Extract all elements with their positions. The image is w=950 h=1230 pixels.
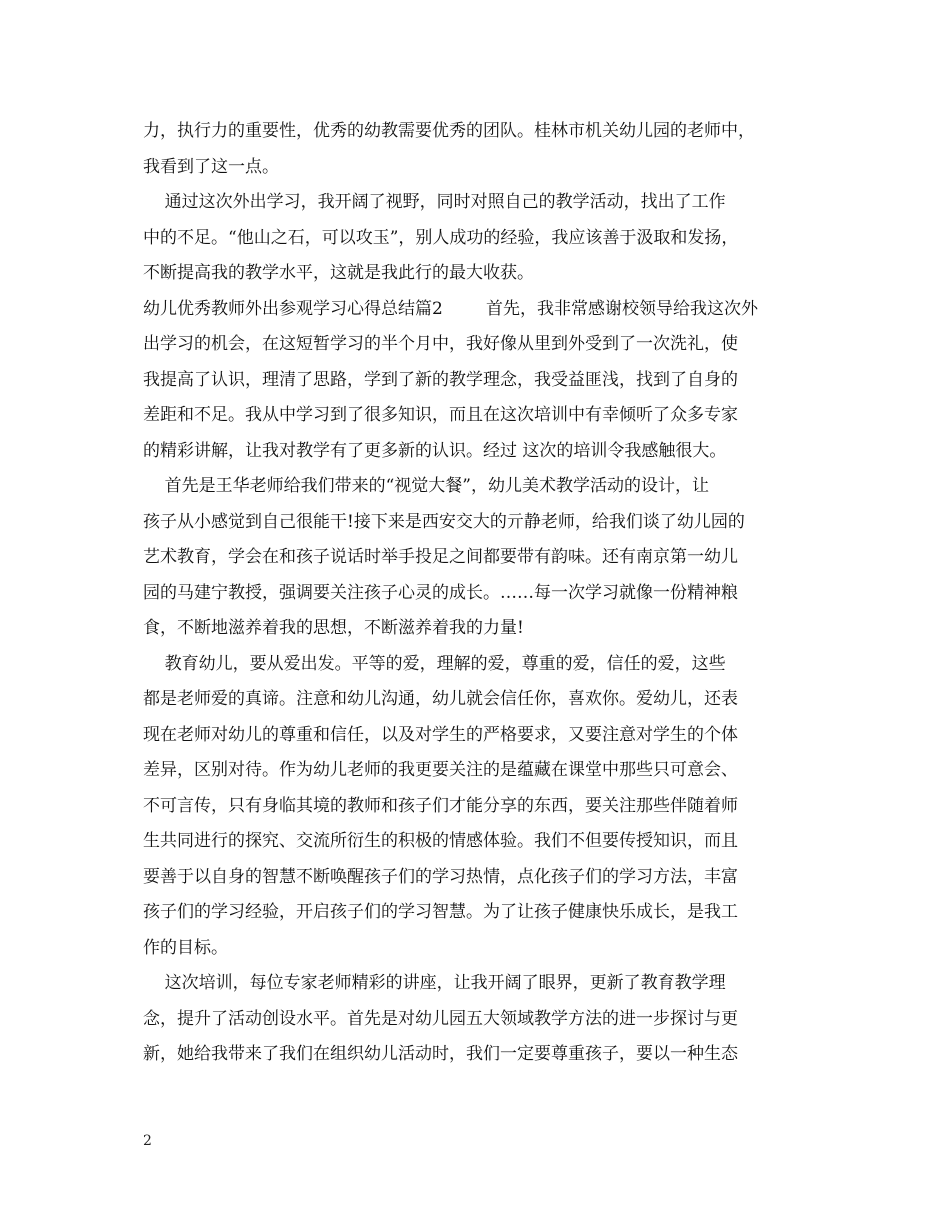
text-line: 生共同进行的探究、交流所衍生的积极的情感体验。我们不但要传授知识，而且	[143, 831, 738, 851]
text-line: 现在老师对幼儿的尊重和信任，以及对学生的严格要求，又要注意对学生的个体	[143, 724, 738, 745]
text-line: 新，她给我带来了我们在组织幼儿活动时，我们一定要尊重孩子，要以一种生态	[143, 1044, 738, 1064]
text-line: 中的不足。“他山之石，可以攻玉”，别人成功的经验，我应该善于汲取和发扬，	[143, 227, 739, 248]
text-line: 不断提高我的教学水平，这就是我此行的最大收获。	[143, 263, 534, 283]
text-line: 差异，区别对待。作为幼儿老师的我更要关注的是蕴藏在课堂中那些只可意会、	[143, 760, 738, 780]
text-line: 首先是王华老师给我们带来的“视觉大餐”，幼儿美术教学活动的设计，让	[143, 476, 709, 496]
section-heading-line: 幼儿优秀教师外出参观学习心得总结篇2 首先，我非常感谢校领导给我这次外	[143, 298, 759, 319]
text-line: 孩子从小感觉到自己很能干!接下来是西安交大的亓静老师，给我们谈了幼儿园的	[143, 511, 745, 532]
text-line: 园的马建宁教授，强调要关注孩子心灵的成长。……每一次学习就像一份精神粮	[143, 582, 738, 603]
text-line: 我看到了这一点。	[143, 156, 279, 177]
text-line: 作的目标。	[143, 937, 228, 958]
text-line: 我提高了认识，理清了思路，学到了新的教学理念，我受益匪浅，找到了自身的	[143, 369, 738, 390]
text-line: 差距和不足。我从中学习到了很多知识，而且在这次培训中有幸倾听了众多专家	[143, 405, 738, 425]
text-line: 这次培训，每位专家老师精彩的讲座，让我开阔了眼界，更新了教育教学理	[143, 973, 726, 993]
document-body	[143, 114, 808, 1073]
page-number: 2	[143, 1133, 152, 1149]
text-line: 出学习的机会，在这短暂学习的半个月中，我好像从里到外受到了一次洗礼，使	[143, 334, 738, 354]
text-line: 都是老师爱的真谛。注意和幼儿沟通，幼儿就会信任你，喜欢你。爱幼儿，还表	[143, 689, 738, 709]
text-line: 艺术教育，学会在和孩子说话时举手投足之间都要带有韵味。还有南京第一幼儿	[143, 547, 738, 567]
text-line: 要善于以自身的智慧不断唤醒孩子们的学习热情，点化孩子们的学习方法，丰富	[143, 866, 738, 887]
text-line: 通过这次外出学习，我开阔了视野，同时对照自己的教学活动，找出了工作	[143, 192, 726, 212]
text-line: 孩子们的学习经验，开启孩子们的学习智慧。为了让孩子健康快乐成长，是我工	[143, 902, 738, 922]
text-line: 食，不断地滋养着我的思想，不断滋养着我的力量!	[143, 618, 524, 638]
text-line: 不可言传，只有身临其境的教师和孩子们才能分享的东西，要关注那些伴随着师	[143, 795, 738, 816]
text-line: 力，执行力的重要性，优秀的幼教需要优秀的团队。桂林市机关幼儿园的老师中，	[143, 121, 755, 141]
text-line: 念，提升了活动创设水平。首先是对幼儿园五大领域教学方法的进一步探讨与更	[143, 1008, 738, 1029]
text-line: 教育幼儿，要从爱出发。平等的爱，理解的爱，尊重的爱，信任的爱，这些	[143, 653, 726, 674]
text-line: 的精彩讲解，让我对教学有了更多新的认识。经过 这次的培训令我感触很大。	[143, 440, 727, 461]
